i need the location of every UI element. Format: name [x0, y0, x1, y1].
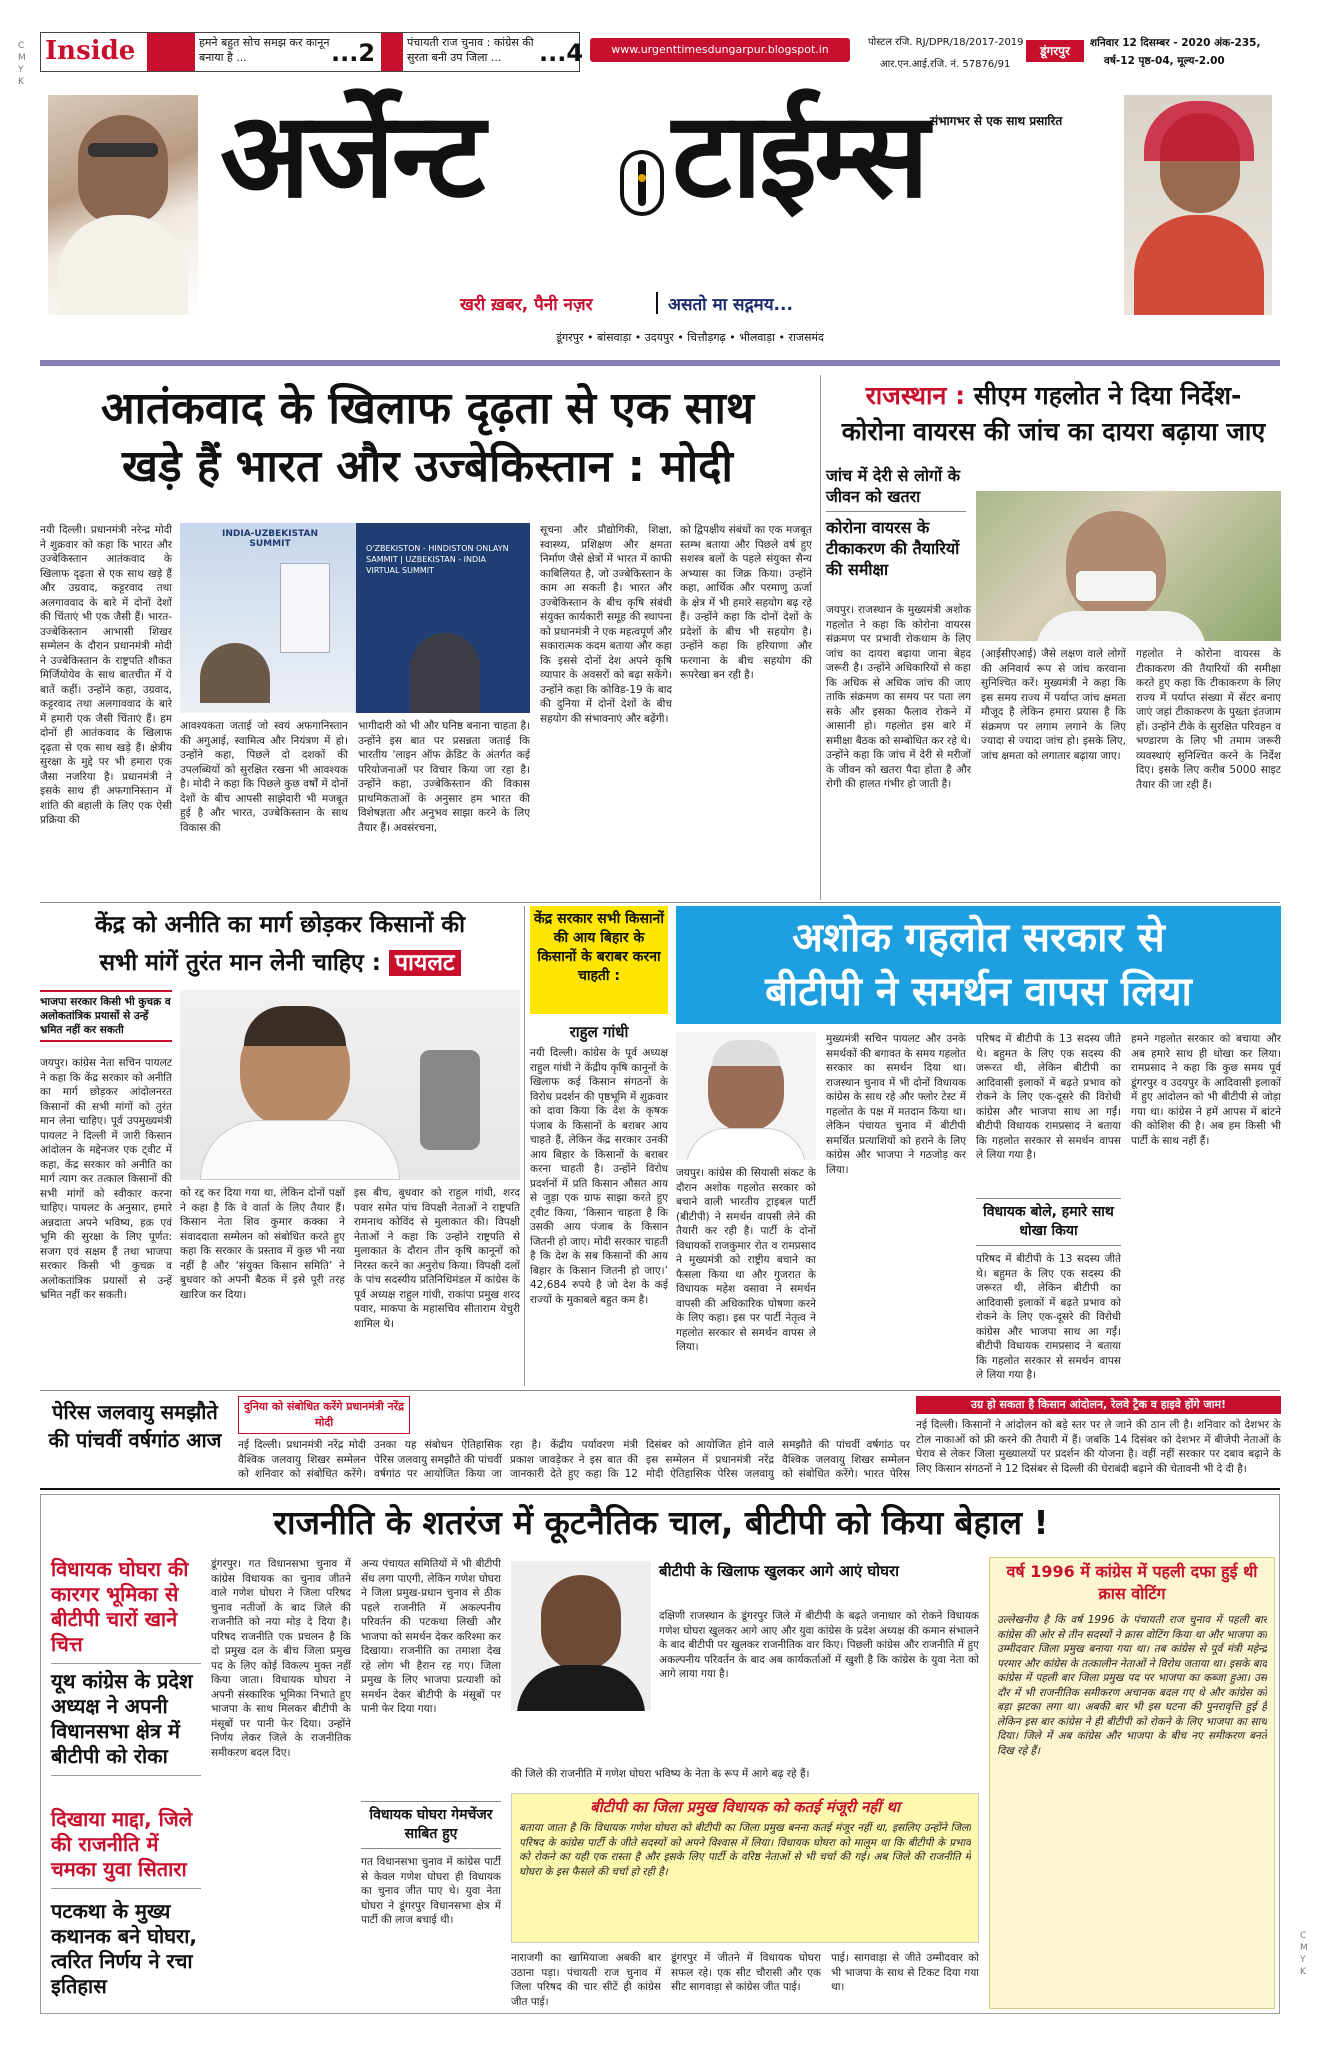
masthead-photo-right: [1124, 95, 1272, 315]
story5-photo: [676, 1032, 816, 1160]
rule-v-1: [820, 375, 821, 900]
story4-name: राहुल गांधी: [569, 1023, 629, 1041]
city-list: डूंगरपुर • बांसवाड़ा • उदयपुर • चित्तौड़गढ़ • भीलवाड़ा • राजसमंद: [556, 331, 824, 344]
story1-col-4: सूचना और प्रौद्योगिकी, शिक्षा, स्वास्थ्य, प्रशिक्षण और क्षमता निर्माण जैसे क्षेत्रों में भारत में काफी काबिलियत है, जो उज्बेकिस्तान के काम आ सकती है। भारत और उज्बेकिस्तान के बीच कृषि संबंधी संयुक्त कार्यकारी समूह की स्थापना को प्रधानमंत्री ने एक महत्वपूर्ण और सकारात्मक कदम बताया और कहा कि इससे दोनों देश अपने कृषि व्यापार के अवसरों को बढ़ा सकेंगे। उन्होंने कहा कि कोविड-19 के बाद की दुनिया में दोनों देशों के बीच सहयोग की संभावनाएं और बढ़ेंगी।: [540, 524, 672, 725]
story4-headline: केंद्र सरकार सभी किसानों की आय बिहार के किसानों के बराबर करना चाहती :: [534, 911, 664, 984]
box1-body: दक्षिणी राजस्थान के डूंगरपुर जिले में बीटीपी के बढ़ते जनाधार को रोकने विधायक गणेश घोघरा खुलकर आगे आए और युवा कांग्रेस के प्रदेश अध्यक्ष की कमान संभालने के बाद बीटीपी पर खुलकर राजनीतिक वार किए। पिछली कांग्रेस और राजनीति में हुए अकल्पनीय परिवर्तन के बाद अब कार्यकर्ताओं में खुशी है कि कांग्रेस के युवा नेता को आगे लाया गया है।: [659, 1610, 979, 1680]
story8-sub: विधायक घोघरा गेमचेंजर साबित हुए: [361, 1801, 501, 1849]
box2-body: बताया जाता है कि विधायक गणेश घोघरा को बीटीपी का जिला प्रमुख बनना कतई मंजूर नहीं था, इसलिए उन्होंने जिला परिषद के कांग्रेस पार्टी के जीते सदस्यों को अपने विश्वास में लिया। विधायक घोघरा को मालूम था कि बीटीपी के प्रभाव को रोकने का यही एक रास्ता है और इसके लिए पार्टी के वरिष्ठ नेताओं से भी चर्चा की गई। अब जिले की राजनीति में घोघरा के इस फैसले की चर्चा हो रही है।: [519, 1822, 971, 1878]
photo-caption-right: O'ZBEKISTON - HINDISTON ONLAYN SAMMIT | UZBEKISTAN - INDIA VIRTUAL SUMMIT: [366, 544, 509, 575]
story3-col-3: इस बीच, बुधवार को राहुल गांधी, शरद पवार समेत पांच विपक्षी नेताओं ने राष्ट्रपति रामनाथ कोविंद से मुलाकात की। विपक्षी नेताओं ने कहा कि उन्होंने राष्ट्रपति से मुलाकात के दौरान तीन कृषि कानूनों को निरस्त करने का अनुरोध किया। विपक्षी दलों के पांच सदस्यीय प्रतिनिधिमंडल में कांग्रेस के पूर्व अध्यक्ष राहुल गांधी, राकांपा प्रमुख शरद पवार, माकपा के महासचिव सीताराम येचुरी शामिल थे।: [354, 1187, 520, 1330]
story1-headline-1: आतंकवाद के खिलाफ दृढ़ता से एक साथ: [100, 383, 755, 434]
story1-col-2: आवश्यकता जताई जो स्वयं अफगानिस्तान की अगुआई, स्वामित्व और नियंत्रण में हो। उन्होंने कहा, पिछले दो दशकों की उपलब्धियों को सुरक्षित रखना भी आवश्यक है। मोदी ने कहा कि पिछले कुछ वर्षों में दोनों देशों के बीच आपसी साझेदारी भी मजबूत हुई है और भारत, उज्बेकिस्तान के साथ विकास की: [180, 720, 348, 834]
story8-col-1: डूंगरपुर। गत विधानसभा चुनाव में कांग्रेस विधायक का चुनाव जीतने वाले गणेश घोघरा ने जिला परिषद चुनाव नतीजों के बाद जिले की राजनीति को नया मोड़ दे दिया है। परिषद राजनीति एक प्रचलन है कि दो प्रमुख दल के बीच जिला प्रमुख पद के लिए कोई विकल्प मुक्त नहीं किया जाता। विधायक घोघरा ने अपनी संस्कारिक भूमिका निभाते हुए भाजपा के साथ मिलकर बीटीपी के मंसूबों पर पानी फेर दिया। उन्होंने निर्णय लेकर जिले के राजनीतिक समीकरण बदल दिए।: [211, 1558, 351, 1759]
story5-headline-1: अशोक गहलोत सरकार से: [792, 915, 1165, 961]
story1-photo: [180, 523, 530, 713]
story-rahul-gandhi: [530, 906, 668, 1386]
inside-strip: [40, 32, 584, 72]
story5-col-3: परिषद में बीटीपी के 13 सदस्य जीते थे। बहुमत के लिए एक सदस्य की जरूरत थी, लेकिन बीटीपी का आदिवासी इलाकों में बढ़ते प्रभाव को रोकने के लिए एक-दूसरे की विरोधी कांग्रेस और भाजपा साथ आ गईं। बीटीपी विधायक रामप्रसाद ने बताया कि गहलोत सरकार से समर्थन वापस ले लिया गया है।: [976, 1033, 1121, 1161]
tagline: खरी ख़बर, पैनी नज़र: [460, 295, 593, 315]
sidebar-item-1: विधायक घोघरा की कारगर भूमिका से बीटीपी चारों खाने चित्त: [51, 1557, 201, 1664]
box2-title: बीटीपी का जिला प्रमुख विधायक को कतई मंजूरी नहीं था: [590, 1798, 900, 1816]
inside-item-2-page: ...4: [539, 39, 584, 67]
story4-body: नयी दिल्ली। कांग्रेस के पूर्व अध्यक्ष राहुल गांधी ने केंद्रीय कृषि कानूनों के खिलाफ कई किसान संगठनों के विरोध प्रदर्शन की पृष्ठभूमि में शुक्रवार को दावा किया कि देश के कृषक पंजाब के किसानों के बराबर आय चाहते हैं, लेकिन केंद्र सरकार उनकी आय बिहार के किसानों के बराबर करना चाहती है। उन्होंने विरोध प्रदर्शनों में प्रति किसान औसत आय से जुड़ा एक ग्राफ साझा करते हुए ट्वीट किया, ‘किसान चाहता है कि उसकी आय पंजाब के किसान जितनी हो जाए। मोदी सरकार चाहती है कि देश के सब किसानों की आय बिहार के किसान जितनी हो जाए।’ 42,684 रुपये है जो देश के कई राज्यों के मुकाबले बहुत कम है।: [530, 1047, 668, 1306]
edition-badge: डूंगरपुर: [1026, 40, 1084, 62]
box1-title: बीटीपी के खिलाफ खुलकर आगे आएं घोघरा: [659, 1562, 900, 1580]
rule-v-2: [524, 906, 525, 1386]
story-pilot-farmers: [40, 906, 520, 1386]
sidebar-item-4: पटकथा के मुख्य कथानक बने घोघरा, त्वरित निर्णय ने रचा इतिहास: [51, 1899, 198, 1998]
story5-col-2: मुख्यमंत्री सचिन पायलट और उनके समर्थकों की बगावत के समय गहलोत सरकार का समर्थन दिया था। राजस्थान चुनाव में भी दोनों विधायक कांग्रेस के साथ रहे और फ्लोर टेस्ट में गहलोत के पक्ष में मतदान किया था। लेकिन पंचायत चुनाव में बीटीपी समर्थित प्रत्याशियों को हराने के लिए कांग्रेस और भाजपा ने गठजोड़ कर लिया।: [826, 1033, 966, 1176]
box3-body: उल्लेखनीय है कि वर्ष 1996 के पंचायती राज चुनाव में पहली बार कांग्रेस की ओर से तीन सदस्यों ने क्रास वोटिंग किया था और भाजपा का उम्मीदवार जिला प्रमुख बनाया गया था। तब कांग्रेस से पूर्व मंत्री महेन्द्र परमार और कांग्रेस के तत्कालीन नेताओं ने विरोध जताया था। इसके बाद कांग्रेस में पहली बार जिला प्रमुख पद पर भाजपा का कब्जा हुआ। उस दौर में भी राजनीतिक समीकरण अचानक बदल गए थे और कांग्रेस को बड़ा झटका लगा था। अबकी बार भी इस घटना की पुनरावृत्ति हुई है लेकिन इस बार कांग्रेस ने ही बीटीपी को रोकने के लिए भाजपा का साथ दिया। जिले में अब कांग्रेस और भाजपा के बीच नए समीकरण बनते दिख रहे हैं।: [997, 1614, 1267, 1757]
story5-headline-2: बीटीपी ने समर्थन वापस लिया: [765, 969, 1192, 1015]
cmyk-mark-bottom: C M Y K: [1300, 1931, 1308, 1977]
pen-nib-logo: [620, 150, 664, 216]
story-farmer-protest: [916, 1394, 1281, 1484]
tagline-divider: [656, 292, 658, 314]
story6-headline: पेरिस जलवायु समझौते की पांचवीं वर्षगांठ आज: [48, 1400, 222, 1452]
story5-col-4: हमने गहलोत सरकार को बचाया और अब हमारे साथ ही धोखा कर लिया। रामप्रसाद ने कहा कि कुछ समय पूर्व डूंगरपुर व उदयपुर के आदिवासी इलाकों में हुए आंदोलन को भी बीटीपी से जोड़ा गया था। कांग्रेस ने हमें आपस में बांटने की कोशिश की है। अब हम किसी भी पार्टी के साथ नहीं हैं।: [1131, 1033, 1281, 1147]
story3-headline-name: पायलट: [389, 950, 461, 976]
postal-reg: पोस्टल रजि. RJ/DPR/18/2017-2019: [868, 37, 1024, 48]
story8-col-b1: नाराजगी का खामियाजा अबकी बार उठाना पड़ा। पंचायती राज चुनाव में जिला परिषद की चार सीटें ही कांग्रेस जीत पाई।: [511, 1952, 661, 2008]
title-left: अर्जेन्ट: [220, 86, 483, 224]
story2-sub-rule: [826, 511, 966, 512]
story3-headline-text: सभी मांगें तुरंत मान लेनी चाहिए :: [99, 950, 381, 976]
simultaneous-note: संभागभर से एक साथ प्रसारित: [930, 114, 1063, 128]
rule-h-1: [40, 902, 1280, 903]
story6-tag: दुनिया को संबोधित करेंगे प्रधानमंत्री नरेंद्र मोदी: [238, 1396, 410, 1434]
story7-body: नई दिल्ली। किसानों ने आंदोलन को बड़े स्तर पर ले जाने की ठान ली है। शनिवार को देशभर के टोल नाकाओं को फ्री करने की तैयारी में हैं। जबकि 14 दिसंबर को देशभर में बीजेपी नेताओं के घेराव से लेकर जिला मुख्यालयों पर प्रदर्शन की योजना है। वहीं नहीं सरकार पर दबाव बढ़ाने के लिए किसान संगठनों ने 12 दिसंबर से दिल्ली की घेराबंदी बढ़ाने की चेतावनी भी दे दी है।: [916, 1419, 1281, 1475]
box1-note: की जिले की राजनीति में गणेश घोघरा भविष्य के नेता के रूप में आगे बढ़ रहे हैं।: [511, 1768, 810, 1780]
inside-item-1-page: ...2: [331, 39, 376, 67]
sidebar-item-3: दिखाया माद्दा, जिले की राजनीति में चमका युवा सितारा: [51, 1807, 201, 1889]
city-2: बांसवाड़ा: [596, 331, 632, 344]
story8-col-2: अन्य पंचायत समितियों में भी बीटीपी सेंध लगा पाएगी, लेकिन गणेश घोघरा ने जिला प्रमुख-प्रधान चुनाव से ठीक पहले राजनीति में अकल्पनीय परिवर्तन की पटकथा लिखी और भाजपा को समर्थन देकर करिश्मा कर दिखाया। राजनीति का तमाशा देख रहे लोग भी हैरान रह गए। जिला प्रमुख के लिए भाजपा प्रत्याशी को समर्थन देकर बीटीपी के मंसूबों पर पानी फेर दिया गया।: [361, 1558, 501, 1715]
story5-col-1: जयपुर। कांग्रेस की सियासी संकट के दौरान अशोक गहलोत सरकार को बचाने वाली भारतीय ट्राइबल पार्टी (बीटीपी) ने समर्थन वापसी लेने की तैयारी कर रही है। पार्टी के दोनों विधायकों राजकुमार रोत व रामप्रसाद ने मुख्यमंत्री को राष्ट्रीय बचाने का फैसला किया था और गुजरात के विधायक महेश वसावा ने समर्थन वापसी की अधिकारिक घोषणा करने के लिए कहा। इस पर पार्टी नेतृत्व ने गहलोत सरकार से समर्थन वापस ले लिया।: [676, 1167, 816, 1353]
story1-col-5: को द्विपक्षीय संबंधों का एक मजबूत स्तम्भ बताया और पिछले वर्ष हुए सशस्त्र बलों के पहले संयुक्त सैन्य अभ्यास का जिक्र किया। उन्होंने कहा, आर्थिक और परमाणु ऊर्जा के क्षेत्र में भी हमारे सहयोग बढ़ रहे हैं। उन्होंने कहा कि दोनों देशों के प्रदेशों के बीच भी सहयोग है। उन्होंने कहा कि हरियाणा और फरगाना के बीच सहयोग की रूपरेखा बन रही है।: [680, 524, 812, 681]
inside-label: Inside: [45, 36, 136, 66]
date-line: शनिवार 12 दिसम्बर - 2020 अंक-235,: [1090, 37, 1261, 49]
title-right: टाईम्स: [672, 86, 927, 224]
box3-title: वर्ष 1996 में कांग्रेस में पहली दफा हुई थी क्रास वोटिंग: [1006, 1562, 1258, 1603]
story2-col-2: (आईसीएआई) जैसे लक्षण वाले लोगों की अनिवार्य रूप से जांच करवाना सुनिश्चित करें। मुख्यमंत्री ने कहा कि इस समय राज्य में पर्याप्त जांच क्षमता मौजूद है लेकिन हमारा प्रयास है कि संक्रमण पर लगाम लगाने के लिए ज्यादा से ज्यादा जांच हो। इसके लिए, जांच क्षमता को लगातार बढ़ाया जाए।: [981, 648, 1126, 762]
story2-headline-1: सीएम गहलोत ने दिया निर्देश-: [973, 381, 1242, 410]
story-btp-chess: [40, 1494, 1280, 2014]
story8-sidebar: [51, 1557, 201, 2007]
story2-sub-2: कोरोना वायरस के टीकाकरण की तैयारियों की समीक्षा: [826, 518, 960, 579]
story3-col-1: जयपुर। कांग्रेस नेता सचिन पायलट ने कहा कि केंद्र सरकार को अनीति का मार्ग छोड़कर आंदोलनरत किसानों की सभी मांगों को तुरंत मान लेना चाहिए। पूर्व उपमुख्यमंत्री पायलट ने दिल्ली में जारी किसान आंदोलन के मद्देनजर एक ट्वीट में कहा, केंद्र सरकार को अनीति का मार्ग त्याग कर तत्काल किसानों की सभी मांगों को स्वीकार करना चाहिए। पायलट के अनुसार, हमारे अन्नदाता अपने भविष्य, हक़ एवं भूमि की सुरक्षा के लिए पूर्णत: सजग एवं सक्षम हैं तथा भाजपा सरकार किसी भी कुचक्र व अलोकतांत्रिक प्रयासों से उन्हें भ्रमित नहीं कर सकती।: [40, 1057, 172, 1301]
story8-col-2b: गत विधानसभा चुनाव में कांग्रेस पार्टी से केवल गणेश घोघरा ही विधायक का चुनाव जीत पाए थे। युवा नेता घोघरा ने डूंगरपुर विधानसभा क्षेत्र में पार्टी की लाज बचाई थी।: [361, 1856, 501, 1926]
story2-sub-1: जांच में देरी से लोगों के जीवन को खतरा: [826, 466, 961, 506]
rni-number: आर.एन.आई.रजि. नं. 57876/91: [880, 59, 1011, 70]
story3-headline-2: [40, 946, 520, 980]
rule-h-3: [40, 1488, 1280, 1490]
city-6: राजसमंद: [788, 331, 824, 344]
photo-caption-left: INDIA-UZBEKISTAN SUMMIT: [222, 529, 318, 549]
story2-col-1: जयपुर। राजस्थान के मुख्यमंत्री अशोक गहलोत ने कहा कि कोरोना वायरस संक्रमण पर प्रभावी रोकथाम के लिए जांच का दायरा बढ़ाया जाना बेहद जरूरी है। उन्होंने अधिकारियों से कहा कि अधिक से अधिक जांच की जाए ताकि संक्रमण का समय पर पता लग सके और इसका फैलाव रोकने में आसानी हो। गहलोत इस बारे में समीक्षा बैठक को सम्बोधित कर रहे थे। उन्होंने कहा कि जांच में देरी से मरीजों के जीवन को खतरा पैदा होता है और रोगी की हालत गंभीर हो जाती है।: [826, 604, 971, 790]
story6-body: नई दिल्ली। प्रधानमंत्री नरेंद्र मोदी वैश्विक जलवायु शिखर सम्मेलन को शनिवार को संबोधित करेंगे। उनका यह संबोधन ऐतिहासिक पेरिस जलवायु समझौते की पांचवीं वर्षगांठ पर आयोजित किया जा रहा है। केंद्रीय पर्यावरण मंत्री प्रकाश जावड़ेकर ने इस बात की जानकारी देते हुए कहा कि 12 दिसंबर को आयोजित होने वाले इस सम्मेलन में प्रधानमंत्री नरेंद्र मोदी ऐतिहासिक पेरिस जलवायु समझौते की पांचवीं वर्षगांठ पर वैश्विक जलवायु शिखर सम्मेलन को संबोधित करेंगे। भारत पेरिस: [238, 1439, 910, 1480]
story2-photo: [976, 491, 1281, 641]
cmyk-mark-top: C M Y K: [18, 41, 26, 87]
motto: असतो मा सद्गमय...: [668, 295, 793, 315]
website-banner[interactable]: www.urgenttimesdungarpur.blogspot.in: [590, 38, 850, 62]
inside-item-1-text[interactable]: हमने बहुत सोच समझ कर कानून बनाया है ...: [199, 36, 330, 64]
volume-line: वर्ष-12 पृष्ठ-04, मूल्य-2.00: [1104, 55, 1225, 67]
story2-headline-2: कोरोना वायरस की जांच का दायरा बढ़ाया जाए: [841, 417, 1266, 446]
story8-col-b3: पाई। सागवाड़ा से जीते उम्मीदवार को भी भाजपा के साथ से टिकट दिया गया था।: [831, 1952, 979, 1993]
city-3: उदयपुर: [644, 331, 674, 344]
story5-col-3b: परिषद में बीटीपी के 13 सदस्य जीते थे। बहुमत के लिए एक सदस्य की जरूरत थी, लेकिन बीटीपी का आदिवासी इलाकों में बढ़ते प्रभाव को रोकने के लिए एक-दूसरे की विरोधी कांग्रेस और भाजपा साथ आ गईं। बीटीपी विधायक रामप्रसाद ने बताया कि गहलोत सरकार से समर्थन वापस ले लिया गया है।: [976, 1253, 1121, 1381]
story-gehlot-corona: [826, 375, 1281, 900]
story8-headline: राजनीति के शतरंज में कूटनैतिक चाल, बीटीपी को किया बेहाल !: [273, 1503, 1049, 1542]
rule-h-2: [40, 1390, 1280, 1391]
story1-headline-2: खड़े हैं भारत और उज्बेकिस्तान : मोदी: [122, 441, 733, 492]
inside-divider: [147, 33, 195, 71]
story-paris-climate: [40, 1394, 910, 1484]
story-modi-uzbekistan: [40, 375, 815, 900]
masthead: [0, 0, 1321, 370]
story7-tag: उग्र हो सकता है किसान आंदोलन, रेलवे ट्रैक व हाइवे होंगे जाम!: [916, 1396, 1281, 1414]
city-5: भीलवाड़ा: [739, 331, 775, 344]
sidebar-item-2: यूथ कांग्रेस के प्रदेश अध्यक्ष ने अपनी विधानसभा क्षेत्र में बीटीपी को रोका: [51, 1669, 201, 1776]
story-btp-support: [676, 906, 1281, 1386]
story3-col-2: को रद्द कर दिया गया था, लेकिन दोनों पक्षों ने कहा है कि वे वार्ता के लिए तैयार हैं। किसान नेता शिव कुमार कक्का ने संवाददाता सम्मेलन को संबोधित करते हुए कहा कि सरकार के प्रस्ताव में कुछ भी नया नहीं है और ‘संयुक्त किसान समिति’ ने बुधवार को अपनी बैठक में इसे पूरी तरह खारिज कर दिया।: [180, 1187, 345, 1301]
inside-item-2-text[interactable]: पंचायती राज चुनाव : कांग्रेस की सुरता बनी उप जिला ...: [407, 36, 534, 64]
inside-divider-2: [381, 33, 403, 71]
masthead-photo-left: [48, 95, 198, 315]
city-4: चित्तौड़गढ़: [687, 331, 726, 344]
story8-photo: [511, 1561, 651, 1711]
story5-sub: विधायक बोले, हमारे साथ धोखा किया: [976, 1198, 1121, 1246]
masthead-rule: [40, 360, 1280, 366]
story8-col-b2: डूंगरपुर में जीतने में विधायक घोघरा सफल रहे। एक सीट चौरासी और एक सीट सागवाड़ा से कांग्रेस जीत पाई।: [671, 1952, 821, 1993]
story3-quote: भाजपा सरकार किसी भी कुचक्र व अलोकतांत्रिक प्रयासों से उन्हें भ्रमित नहीं कर सकती: [40, 990, 172, 1042]
story3-photo: [180, 990, 520, 1180]
story1-col-3: भागीदारी को भी और घनिष्ठ बनाना चाहता है। उन्होंने इस बात पर प्रसन्नता जताई कि भारतीय ‘लाइन ऑफ क्रेडिट के अंतर्गत कई परियोजनाओं पर विचार किया जा रहा है। उन्होंने कहा, उज्बेकिस्तान की विकास प्राथमिकताओं के अनुसार हम भारत की विशेषज्ञता और अनुभव साझा करने के लिए तैयार हैं। अवसंरचना,: [358, 720, 530, 834]
city-1: डूंगरपुर: [556, 331, 584, 344]
story2-headline: [826, 379, 1281, 413]
story2-col-3: गहलोत ने कोरोना वायरस के टीकाकरण की तैयारियों की समीक्षा करते हुए कहा कि टीकाकरण के लिए राज्य में पर्याप्त संख्या में सेंटर बनाए जाएं जहां टीकाकरण के पुख्ता इंतजाम हों। उन्होंने टीके के सुरक्षित परिवहन व भण्डारण के लिए भी तमाम जरूरी व्यवस्थाएं सुनिश्चित करने के निर्देश दिए। इसके लिए करीब 5000 साइट तैयार की जा रही हैं।: [1136, 648, 1281, 791]
story2-kicker: राजस्थान :: [865, 381, 966, 410]
story1-col-1: नयी दिल्ली। प्रधानमंत्री नरेन्द्र मोदी ने शुक्रवार को कहा कि भारत और उज्बेकिस्तान आतंकवाद के खिलाफ दृढ़ता से एक साथ खड़े हैं और उग्रवाद, कट्टरवाद तथा अलगाववाद के बारे में दोनों देशों की चिंताएं भी एक जैसी हैं। भारत-उज्बेकिस्तान आभासी शिखर सम्मेलन के दौरान प्रधानमंत्री मोदी ने उज्बेकिस्तान के राष्ट्रपति शौकत मिर्जियोयेव के साथ बातचीत में ये बातें कहीं। उन्होंने कहा, उग्रवाद, कट्टरवाद तथा अलगाववाद के बारे में हमारी एक जैसी चिंताएं हैं। हम दोनों ही आतंकवाद के खिलाफ दृढ़ता से एक साथ खड़े हैं। क्षेत्रीय सुरक्षा के मुद्दे पर भी हमारा एक जैसा नजरिया है। प्रधानमंत्री ने इसके साथ ही अफगानिस्तान में शांति की बहाली के लिए एक ऐसी प्रक्रिया की: [40, 524, 172, 826]
story3-headline-1: केंद्र को अनीति का मार्ग छोड़कर किसानों की: [94, 912, 466, 938]
